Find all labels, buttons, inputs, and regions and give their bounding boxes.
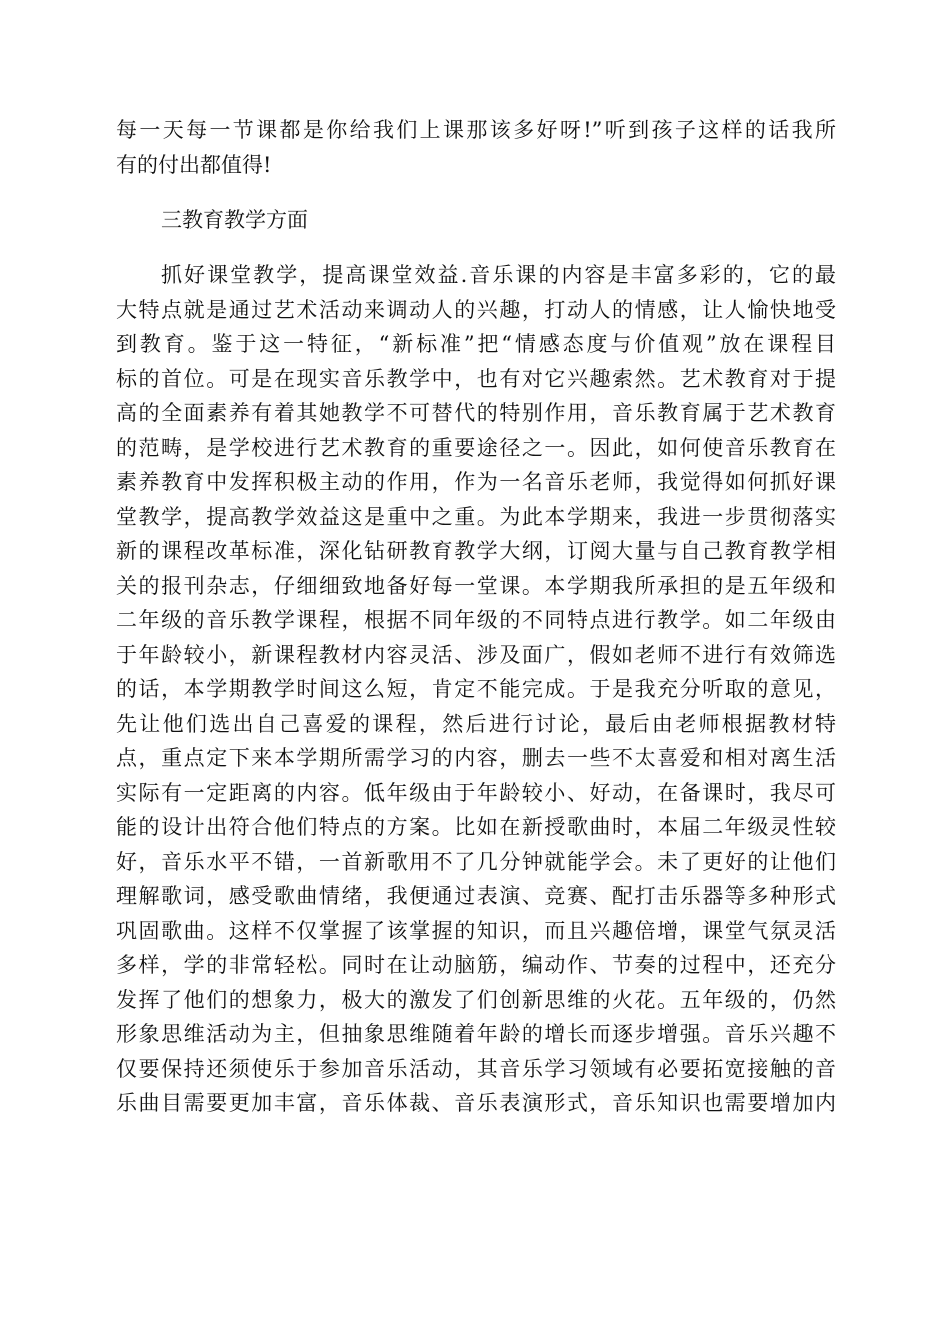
text-line: 先让他们选出自己喜爱的课程，然后进行讨论，最后由老师根据教材特 — [116, 711, 836, 736]
text-line: 新的课程改革标准，深化钻研教育教学大纲，订阅大量与自己教育教学相 — [116, 539, 836, 563]
text-line: 有的付出都值得! — [116, 152, 272, 177]
text-line: 于年龄较小，新课程教材内容灵活、涉及面广，假如老师不进行有效筛选 — [116, 642, 836, 667]
text-line: 素养教育中发挥积极主动的作用，作为一名音乐老师，我觉得如何抓好课 — [116, 470, 836, 494]
text-line: 能的设计出符合他们特点的方案。比如在新授歌曲时，本届二年级灵性较 — [116, 815, 836, 839]
text-line: 大特点就是通过艺术活动来调动人的兴趣，打动人的情感，让人愉快地受 — [116, 297, 836, 322]
text-line: 仅要保持还须使乐于参加音乐活动，其音乐学习领域有必要拓宽接触的音 — [116, 1056, 836, 1081]
text-line: 每一天每一节课都是你给我们上课那该多好呀!”听到孩子这样的话我所 — [116, 118, 836, 142]
text-line: 巩固歌曲。这样不仅掌握了该掌握的知识，而且兴趣倍增，课堂气氛灵活 — [116, 918, 836, 943]
text-line: 发挥了他们的想象力，极大的激发了们创新思维的火花。五年级的，仍然 — [116, 987, 836, 1012]
main-paragraph — [116, 258, 836, 1121]
text-line: 多样，学的非常轻松。同时在让动脑筋，编动作、节奏的过程中，还充分 — [116, 953, 836, 977]
text-line: 实际有一定距离的内容。低年级由于年龄较小、好动，在备课时，我尽可 — [116, 780, 836, 805]
text-line: 二年级的音乐教学课程，根据不同年级的不同特点进行教学。如二年级由 — [116, 608, 836, 632]
section-heading-text: 三教育教学方面 — [161, 208, 308, 232]
text-line: 的范畴，是学校进行艺术教育的重要途径之一。因此，如何使音乐教育在 — [116, 435, 836, 460]
text-line: 理解歌词，感受歌曲情绪，我便通过表演、竞赛、配打击乐器等多种形式 — [116, 884, 836, 908]
text-line: 点，重点定下来本学期所需学习的内容，删去一些不太喜爱和相对离生活 — [116, 746, 836, 770]
text-line: 形象思维活动为主，但抽象思维随着年龄的增长而逐步增强。音乐兴趣不 — [116, 1022, 836, 1046]
text-line: 抓好课堂教学，提高课堂效益.音乐课的内容是丰富多彩的，它的最 — [161, 263, 836, 287]
text-line: 高的全面素养有着其她教学不可替代的特别作用，音乐教育属于艺术教育 — [116, 401, 836, 425]
text-line: 标的首位。可是在现实音乐教学中，也有对它兴趣索然。艺术教育对于提 — [116, 366, 836, 391]
text-line: 乐曲目需要更加丰富，音乐体裁、音乐表演形式，音乐知识也需要增加内 — [116, 1091, 836, 1115]
text-line: 到教育。鉴于这一特征，“新标准”把“情感态度与价值观”放在课程目 — [116, 332, 836, 356]
text-line: 的话，本学期教学时间这么短，肯定不能完成。于是我充分听取的意见， — [116, 677, 836, 701]
text-line: 好，音乐水平不错，一首新歌用不了几分钟就能学会。未了更好的让他们 — [116, 849, 836, 874]
text-line: 堂教学，提高教学效益这是重中之重。为此本学期来，我进一步贯彻落实 — [116, 504, 836, 529]
text-line: 关的报刊杂志，仔细细致地备好每一堂课。本学期我所承担的是五年级和 — [116, 573, 836, 598]
paragraph-continuation — [116, 113, 836, 182]
section-heading — [116, 203, 836, 238]
